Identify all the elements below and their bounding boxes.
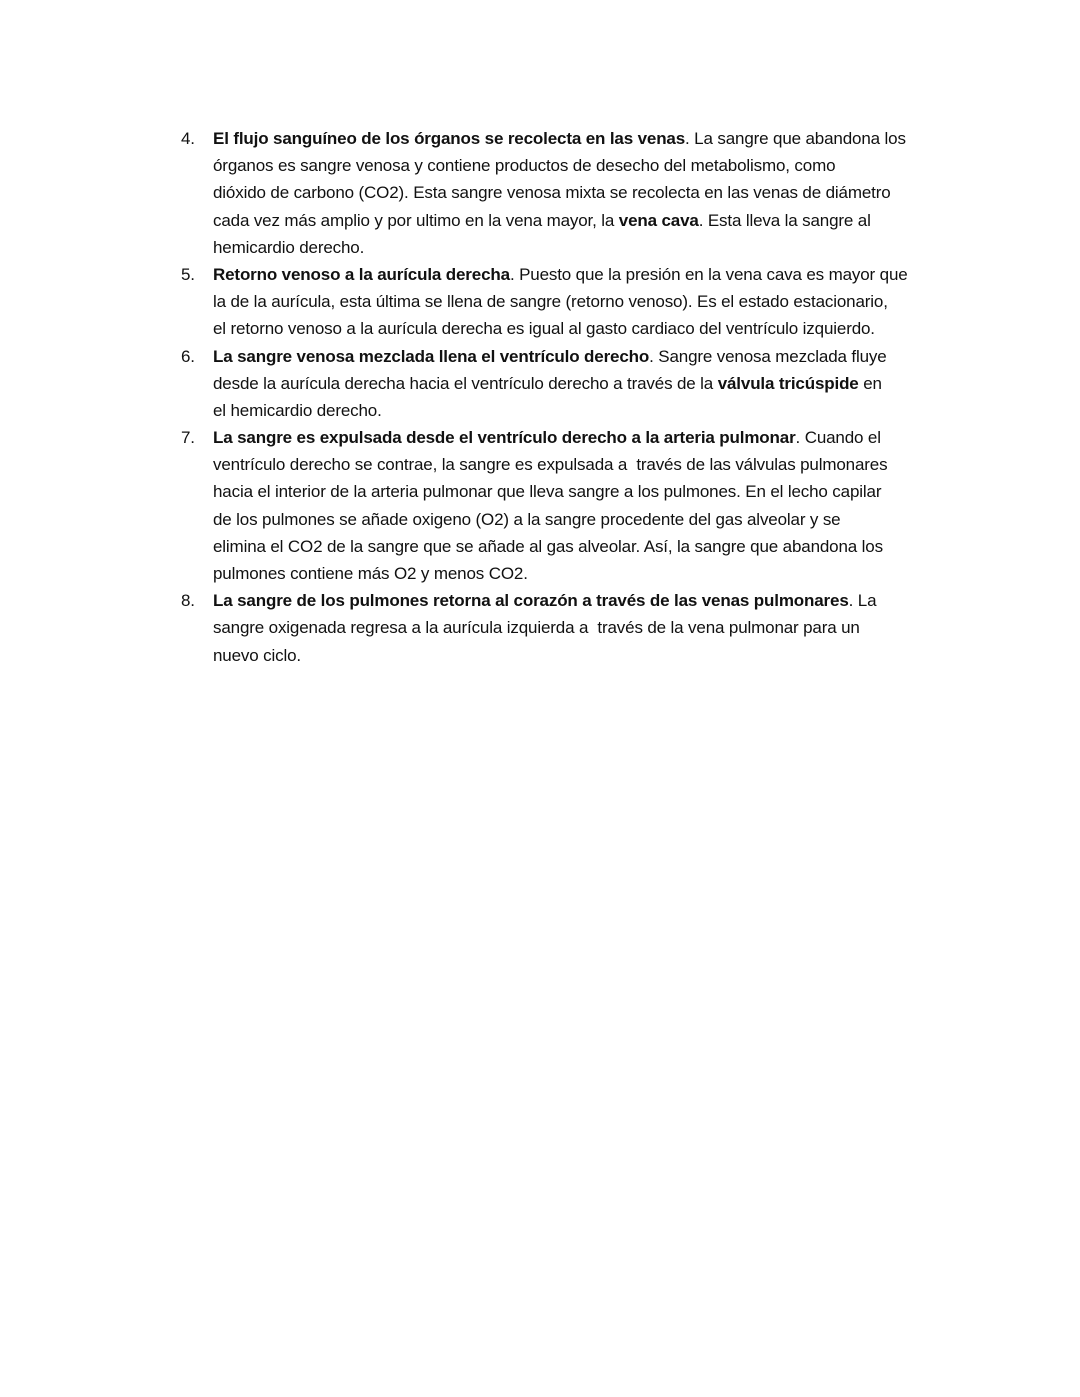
body-text: en [858,373,882,393]
list-item-number: 8. [181,591,195,611]
body-text: . Cuando el [795,428,881,448]
body-text: nuevo ciclo. [213,645,301,665]
bold-text: La sangre venosa mezclada llena el ventrículo derecho [213,346,650,366]
bold-text: La sangre es expulsada desde el ventrículo derecho a la arteria pulmonar [213,428,796,448]
text-line [213,370,941,397]
text-line [213,642,941,669]
bold-text: vena cava [618,210,699,230]
body-text: . Puesto que la presión en la vena cava es mayor que [509,264,908,284]
text-line [213,234,941,261]
body-text: dióxido de carbono (CO2). Esta sangre venosa mixta se recolecta en las venas de diámetro [213,183,891,203]
bold-text: Retorno venoso a la aurícula derecha [213,264,510,284]
text-line [213,506,941,533]
body-text: hacia el interior de la arteria pulmonar que lleva sangre a los pulmones. En el lecho capilar [213,482,882,502]
body-text: órganos es sangre venosa y contiene productos de desecho del metabolismo, como [213,156,836,176]
body-text: . Sangre venosa mezclada fluye [649,346,887,366]
body-text: hemicardio derecho. [213,237,365,257]
body-text: . La sangre que abandona los [685,129,906,148]
text-line [213,533,941,560]
bold-text: válvula tricúspide [717,373,859,393]
text-line [213,397,941,424]
body-text: la de la aurícula, esta última se llena de sangre (retorno venoso). Es el estado estacionario, [213,292,888,312]
body-text: desde la aurícula derecha hacia el ventrículo derecho a través de la [213,373,718,393]
text-line [213,424,941,451]
text-line [213,288,941,315]
body-text: . La [848,591,877,611]
text-line [213,179,941,206]
text-line [213,614,941,641]
list-item [181,343,941,425]
text-line [213,560,941,587]
body-text: de los pulmones se añade oxigeno (O2) a la sangre procedente del gas alveolar y se [213,509,841,529]
body-text: sangre oxigenada regresa a la aurícula izquierda a través de la vena pulmonar para un [213,618,860,638]
text-line [213,207,941,234]
text-line [213,152,941,179]
body-text: . Esta lleva la sangre al [698,210,871,230]
body-text: pulmones contiene más O2 y menos CO2. [213,564,528,583]
list-item [181,125,941,261]
text-line [213,587,941,614]
bold-text: El flujo sanguíneo de los órganos se recolecta en las venas [213,129,686,148]
body-text: elimina el CO2 de la sangre que se añade al gas alveolar. Así, la sangre que abandona los [213,536,883,556]
body-text: el hemicardio derecho. [213,400,382,420]
text-line [213,343,941,370]
list-item-number: 7. [181,428,195,448]
body-text: ventrículo derecho se contrae, la sangre es expulsada a través de las válvulas pulmonares [213,455,888,475]
text-line [213,451,941,478]
text-line [213,478,941,505]
list-item-number: 5. [181,264,195,284]
numbered-list [181,125,941,669]
list-item-number: 6. [181,346,195,366]
list-item [181,424,941,587]
body-text: cada vez más amplio y por ultimo en la vena mayor, la [213,210,619,230]
bold-text: La sangre de los pulmones retorna al corazón a través de las venas pulmonares [213,591,849,611]
text-line [213,261,941,288]
text-line [213,315,941,342]
text-line [213,125,941,152]
list-item [181,261,941,343]
body-text: el retorno venoso a la aurícula derecha es igual al gasto cardiaco del ventrículo izquierdo. [213,319,875,339]
list-item [181,587,941,669]
list-item-number: 4. [181,129,195,148]
